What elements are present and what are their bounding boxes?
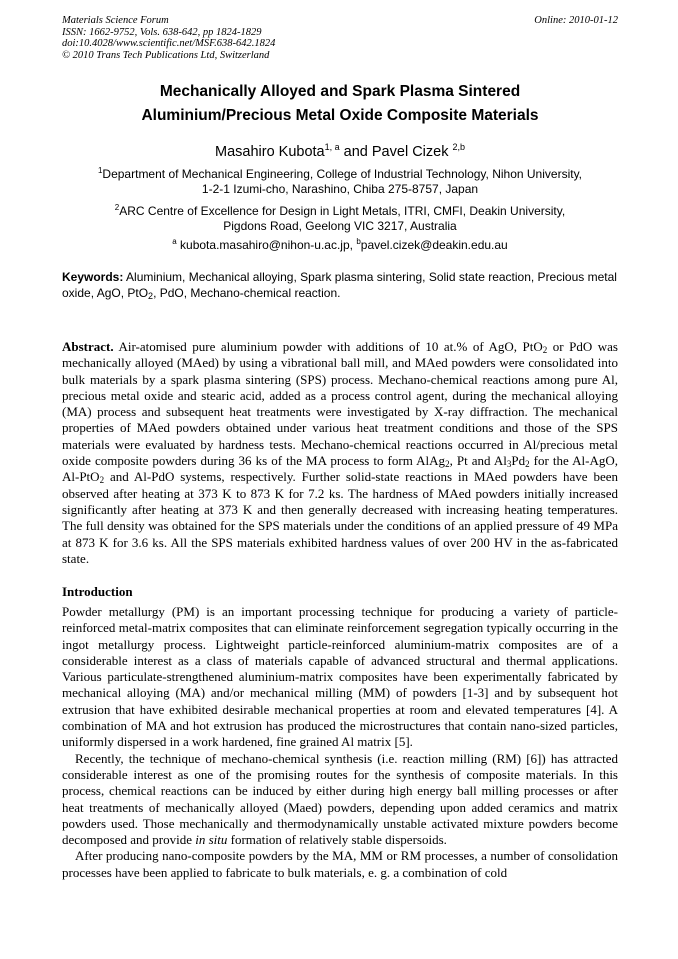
intro-paragraph-2-text: formation of relatively stable dispersoids. xyxy=(227,832,447,848)
intro-paragraph-1: Powder metallurgy (PM) is an important processing technique for producing a variety of particle-reinforced metal-matrix composites that can eliminate reinforcement segregation typically occurring in the ingot metallurgy process. Lightweight particle-reinforced aluminium-matrix composites are of a considerable interest as a class of materials capable of advanced structural and thermal applications. Various particulate-strengthened aluminium-matrix composites have been experimentally fabricated by mechanical alloying (MA) and/or mechanical milling (MM) of powders [1-3] and by subsequent hot extrusion that have exhibited desirable mechanical properties at room and elevated temperatures [4]. A combination of MA and hot extrusion has produced the microstructures that contain nano-sized particles, uniformly dispersed in a work hardened, fine grained Al matrix [5]. xyxy=(62,604,618,750)
copyright-line: © 2010 Trans Tech Publications Ltd, Switzerland xyxy=(62,49,270,61)
abstract-text: , Pt and Al xyxy=(449,453,507,469)
keywords-text-1: Aluminium, Mechanical alloying, Spark plasma sintering, Solid state reaction, Precious metal oxide, AgO, PtO xyxy=(62,270,617,300)
email-line xyxy=(62,234,618,253)
issn-line: ISSN: 1662-9752, Vols. 638-642, pp 1824-1829 xyxy=(62,26,262,38)
author-2-sup: 2,b xyxy=(452,142,465,152)
abstract-text: Air-atomised pure aluminium powder with additions of 10 at.% of AgO, PtO xyxy=(113,339,543,354)
author-1: Masahiro Kubota xyxy=(215,143,325,160)
abstract-text: and Al-PdO systems, respectively. Further solid-state reactions in MAed powders have been observed after heating at 373 K to 873 K for 7.2 ks. The hardness of MAed powders initially increased significantly after heating at 373 K and then generally decreased with increasing heating temperatures. The full density was obtained for the SPS materials under the conditions of an applied pressure of 49 MPa at 873 K for 3.6 ks. All the SPS materials exhibited hardness values of over 200 HV in the as-fabricated state. xyxy=(62,469,618,566)
abstract-sub: 2 xyxy=(99,475,105,486)
abstract-text: Pd xyxy=(511,453,526,469)
journal-header xyxy=(62,15,618,61)
section-heading-introduction: Introduction xyxy=(62,584,133,599)
affiliation-2-line-2: Pigdons Road, Geelong VIC 3217, Australia xyxy=(223,219,457,233)
affiliation-2 xyxy=(62,200,618,234)
abstract-sub: 2 xyxy=(525,459,530,470)
email-a-sup: a xyxy=(172,237,177,246)
author-2: Pavel Cizek xyxy=(371,143,453,160)
journal-name: Materials Science Forum xyxy=(62,15,169,26)
keywords-text-2: , PdO, Mechano-chemical reaction. xyxy=(153,285,341,300)
affiliation-1 xyxy=(62,163,618,197)
author-1-sup: 1, a xyxy=(324,142,340,152)
email-b-sup: b xyxy=(356,237,361,246)
affiliation-1-sup: 1 xyxy=(97,166,103,175)
doi-line: doi:10.4028/www.scientific.net/MSF.638-642.1824 xyxy=(62,38,276,49)
keywords xyxy=(62,270,618,301)
affiliation-1-line-2: 1-2-1 Izumi-cho, Narashino, Chiba 275-8757, Japan xyxy=(201,182,479,196)
paper-title xyxy=(62,80,618,128)
abstract-sub: 3 xyxy=(506,459,512,470)
abstract-text: for the Al-AgO, Al-PtO xyxy=(62,453,618,485)
intro-paragraph-2 xyxy=(62,751,618,849)
abstract-sub: 2 xyxy=(445,459,450,470)
affiliation-2-sup: 2 xyxy=(114,203,120,212)
affiliation-2-line-1: ARC Centre of Excellence for Design in Light Metals, ITRI, CMFI, Deakin University, xyxy=(119,204,566,218)
abstract-text: or PdO was mechanically alloyed (MAed) by using a vibrational ball mill, and MAed powders were consolidated into bulk materials by a spark plasma sintering (SPS) process. Mechano-chemical reactions among pure Al, precious metal oxide and stearic acid, added as a process control agent, during the mechanical alloying (MA) process and subsequent heat treatments were investigated by X-ray diffraction. The mechanical properties of MAed powders obtained under various heat treatment conditions and those of the SPS materials were evaluated by hardness tests. Mechano-chemical reactions occurred in Al/precious metal oxide composite powders during 36 ks of the MA process to form AlAg xyxy=(62,339,618,469)
email-b: pavel.cizek@deakin.edu.au xyxy=(360,238,508,252)
affiliation-1-line-1: Department of Mechanical Engineering, College of Industrial Technology, Nihon University, xyxy=(102,167,583,181)
title-line-1: Mechanically Alloyed and Spark Plasma Sintered xyxy=(159,83,521,100)
keywords-label: Keywords: xyxy=(62,270,124,284)
intro-paragraph-3: After producing nano-composite powders by the MA, MM or RM processes, a number of consolidation processes have been applied to fabricate to bulk materials, e. g. a combination of cold xyxy=(62,848,618,880)
abstract-label: Abstract. xyxy=(62,339,114,354)
keywords-sub: 2 xyxy=(148,290,154,301)
online-date: Online: 2010-01-12 xyxy=(534,15,618,26)
intro-paragraph-2-text: Recently, the technique of mechano-chemical synthesis (i.e. reaction milling (RM) [6]) has attracted considerable interest as one of the promising routes for the synthesis of composite materials. In this process, chemical reactions can be induced by either during high energy ball milling processes or after heat treatments of mechanically alloyed (Maed) powders, depending upon added ceramics and matrix powders used. Those mechanically and thermodynamically unstable activated mixture powders become decomposed and provide xyxy=(62,750,618,848)
title-line-2: Aluminium/Precious Metal Oxide Composite Materials xyxy=(141,107,539,124)
email-a: kubota.masahiro@nihon-u.ac.jp, xyxy=(176,238,357,252)
abstract xyxy=(62,339,618,567)
author-list xyxy=(62,138,618,161)
abstract-sub: 2 xyxy=(542,345,548,355)
intro-italic-in-situ: in situ xyxy=(195,832,228,848)
introduction-body xyxy=(62,604,618,881)
author-and: and xyxy=(339,143,372,160)
